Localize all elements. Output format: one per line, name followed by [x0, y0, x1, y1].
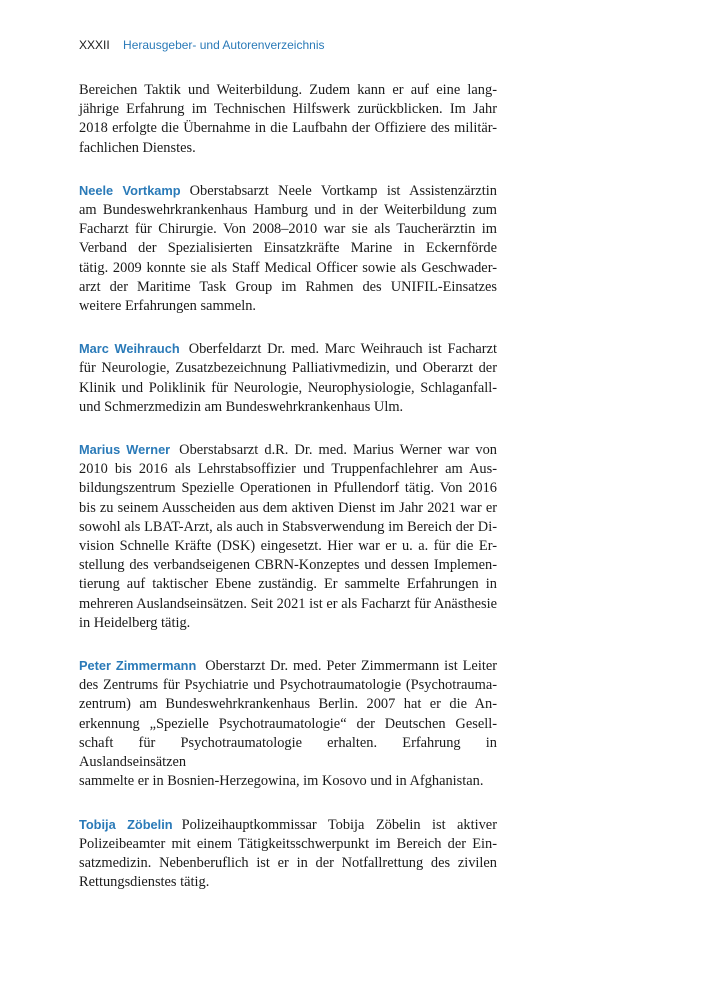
author-bio-start: Oberstabsarzt Neele Vortkamp ist Assistenzärztin [189, 182, 497, 199]
running-title: Herausgeber- und Autorenverzeichnis [123, 38, 325, 52]
text-line: schaft für Psychotraumatologie erhalten. Erfahrung in Auslandseinsätzen [79, 734, 497, 771]
text-line: fachlichen Dienstes. [79, 139, 196, 156]
text-line: satzmedizin. Nebenberuflich ist er in der Notfallrettung des zivilen [79, 854, 497, 871]
text-line: sammelte er in Bosnien-Herzegowina, im Kosovo und in Afghanistan. [79, 773, 484, 790]
page-number: XXXII [79, 38, 110, 52]
text-line: 2018 erfolgte die Übernahme in die Laufbahn der Offiziere des militär- [79, 120, 497, 137]
author-entry [79, 440, 497, 633]
text-line: bildungszentrum Spezielle Operationen in Pfullendorf tätig. Von 2016 [79, 480, 497, 497]
author-bio-start: Oberstarzt Dr. med. Peter Zimmermann ist Leiter [205, 658, 497, 675]
text-line: vision Schnelle Kräfte (DSK) eingesetzt. Hier war er u. a. für die Er- [79, 538, 497, 555]
paragraph-text [79, 181, 497, 316]
intro-paragraph [79, 81, 497, 158]
paragraph-text [79, 656, 497, 791]
paragraph-text [79, 440, 497, 633]
author-name: Marius Werner [79, 442, 171, 458]
author-bio-start: Oberfeldarzt Dr. med. Marc Weihrauch ist Facharzt [188, 341, 497, 358]
text-line: Facharzt für Chirurgie. Von 2008–2010 war sie als Taucherärztin im [79, 221, 497, 238]
text-line: erkennung „Spezielle Psychotraumatologie“ der Deutschen Gesell- [79, 715, 497, 732]
author-name: Tobija Zöbelin [79, 816, 173, 832]
text-line: am Bundeswehrkrankenhaus Hamburg und in der Weiterbildung zum [79, 202, 497, 219]
text-line: und Schmerzmedizin am Bundeswehrkrankenhaus Ulm. [79, 398, 404, 415]
text-line: des Zentrums für Psychiatrie und Psychotraumatologie (Psychotrauma- [79, 677, 497, 694]
text-line: tierung auf taktischer Ebene zuständig. Er sammelte Erfahrungen in [79, 576, 497, 593]
author-name: Neele Vortkamp [79, 182, 181, 198]
paragraph-text [79, 81, 497, 158]
author-bio-start: Oberstabsarzt d.R. Dr. med. Marius Werner war von [179, 442, 497, 459]
text-line: stellung des verbandseigenen CBRN-Konzeptes und dessen Implemen- [79, 557, 497, 574]
running-header [79, 38, 324, 52]
text-line [79, 440, 497, 460]
paragraph-text [79, 339, 497, 417]
author-entry [79, 339, 497, 417]
author-bio-start: Polizeihauptkommissar Tobija Zöbelin ist aktiver [181, 816, 497, 833]
text-line: mehreren Auslandseinsätzen. Seit 2021 ist er als Facharzt für Anästhesie [79, 595, 497, 612]
page-body [79, 81, 497, 915]
text-line: sowohl als LBAT-Arzt, als auch in Stabsverwendung im Bereich der Di- [79, 518, 497, 535]
text-line [79, 181, 497, 201]
text-line: Bereichen Taktik und Weiterbildung. Zudem kann er auf eine lang- [79, 82, 497, 98]
text-line: Rettungsdienstes tätig. [79, 874, 210, 891]
author-name: Peter Zimmermann [79, 658, 197, 674]
text-line: Verband der Spezialisierten Einsatzkräfte Marine in Eckernförde [79, 240, 497, 257]
author-entry [79, 656, 497, 791]
text-line: für Neurologie, Zusatzbezeichnung Palliativmedizin, und Oberarzt der [79, 360, 497, 377]
text-line: in Heidelberg tätig. [79, 614, 191, 631]
text-line: arzt der Maritime Task Group im Rahmen des UNIFIL-Einsatzes [79, 278, 497, 295]
text-line: weitere Erfahrungen sammeln. [79, 298, 257, 315]
text-line: zentrum) am Bundeswehrkrankenhaus Berlin. 2007 hat er die An- [79, 696, 497, 713]
text-line [79, 656, 497, 676]
author-entry [79, 181, 497, 316]
text-line: Polizeibeamter mit einem Tätigkeitsschwerpunkt im Bereich der Ein- [79, 835, 497, 852]
text-line: tätig. 2009 konnte sie als Staff Medical Officer sowie als Geschwader- [79, 259, 497, 276]
author-entry [79, 815, 497, 893]
text-line [79, 339, 497, 359]
text-line: jährige Erfahrung im Technischen Hilfswerk zurückblicken. Im Jahr [79, 101, 497, 118]
text-line: 2010 bis 2016 als Lehrstabsoffizier und Truppenfachlehrer am Aus- [79, 461, 497, 478]
text-line: Klinik und Poliklinik für Neurologie, Neurophysiologie, Schlaganfall- [79, 379, 497, 396]
paragraph-text [79, 815, 497, 893]
author-name: Marc Weihrauch [79, 341, 180, 357]
text-line [79, 815, 497, 835]
text-line: bis zu seinem Ausscheiden aus dem aktiven Dienst im Jahr 2021 war er [79, 499, 497, 516]
